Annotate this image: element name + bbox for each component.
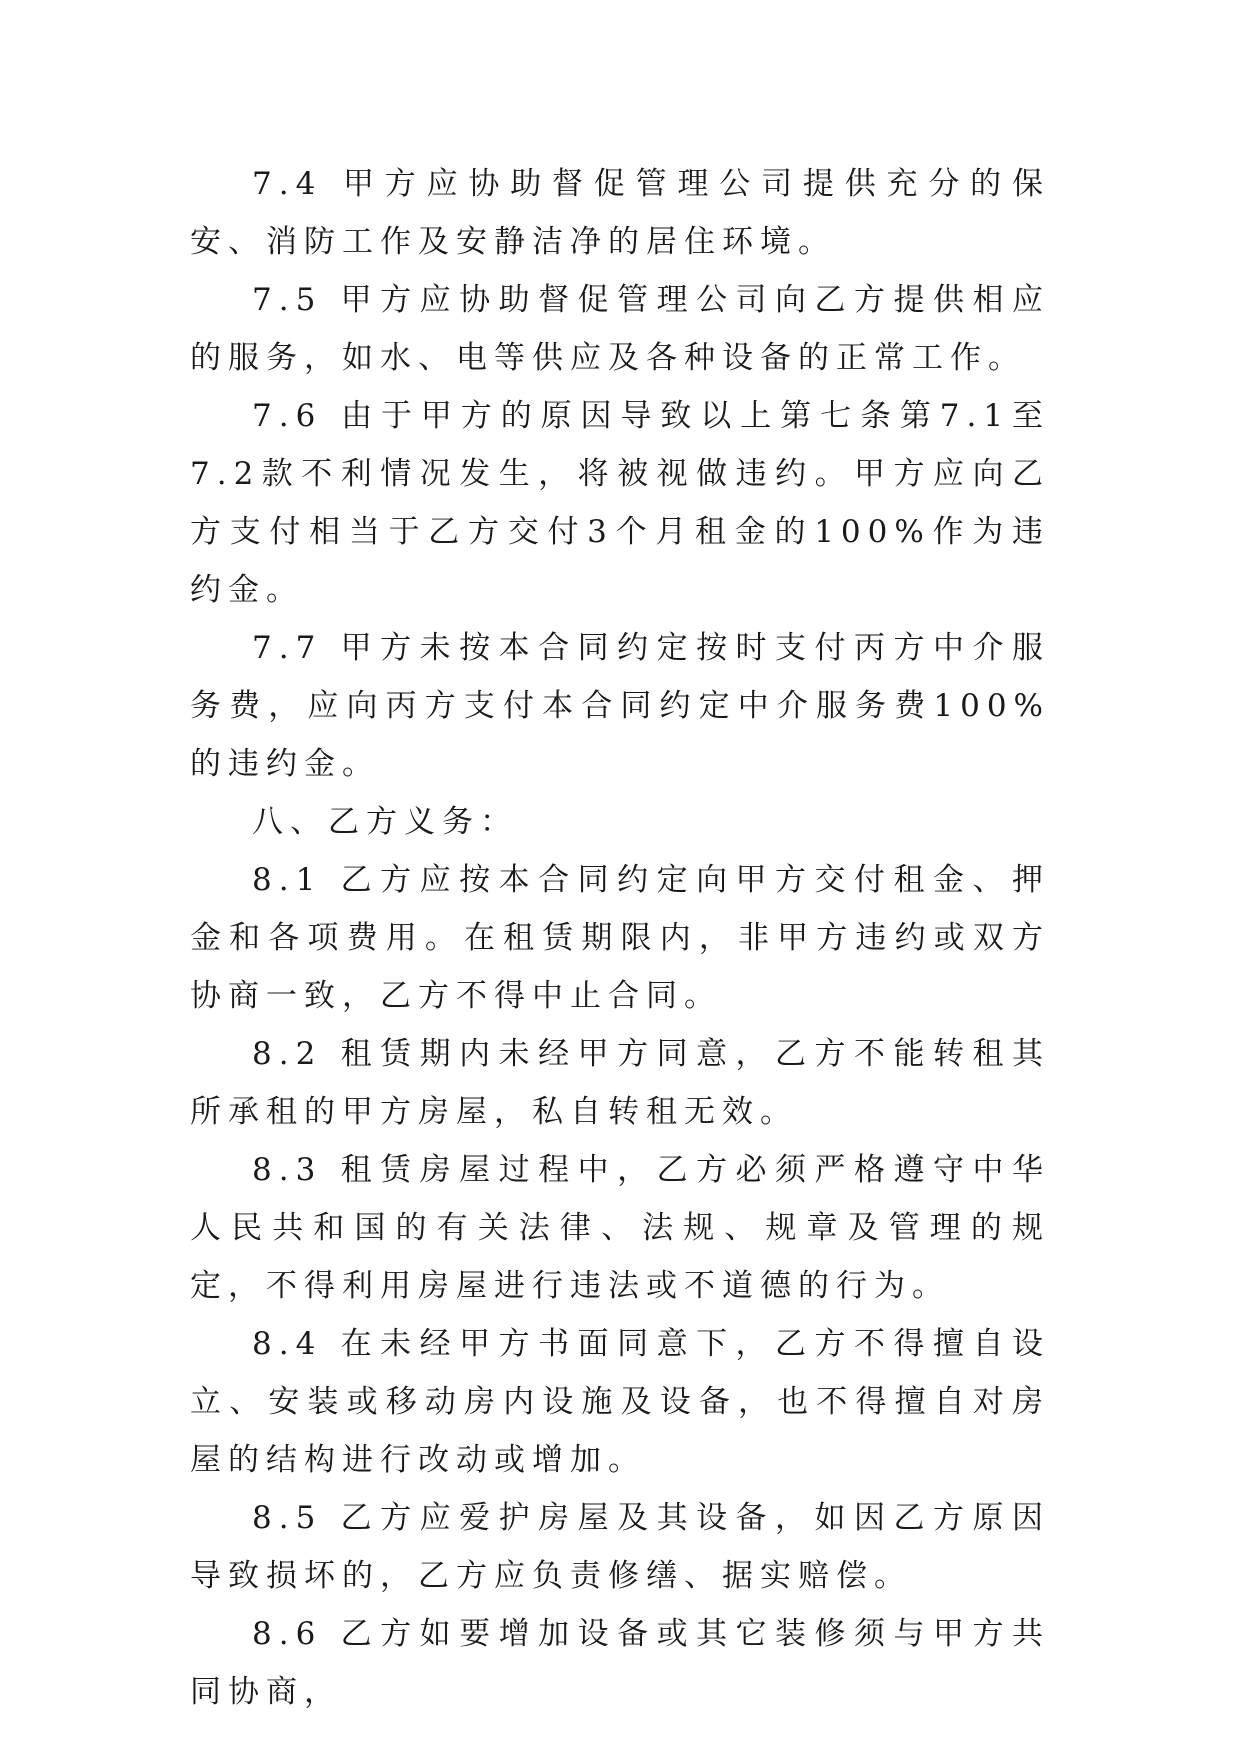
clause-7-5: 7.5 甲方应协助督促管理公司向乙方提供相应的服务，如水、电等供应及各种设备的正常工作。 — [190, 282, 1050, 376]
clause-7-7: 7.7 甲方未按本合同约定按时支付丙方中介服务费，应向丙方支付本合同约定中介服务费100%的违约金。 — [190, 630, 1050, 782]
clause-8-4: 8.4 在未经甲方书面同意下，乙方不得擅自设立、安装或移动房内设施及设备，也不得擅自对房屋的结构进行改动或增加。 — [190, 1326, 1050, 1478]
clause-8-6: 8.6 乙方如要增加设备或其它装修须与甲方共同协商， — [190, 1616, 1050, 1710]
clause-7-6: 7.6 由于甲方的原因导致以上第七条第7.1至7.2款不利情况发生，将被视做违约。甲方应向乙方支付相当于乙方交付3个月租金的100%作为违约金。 — [190, 398, 1050, 608]
document-body — [190, 155, 1050, 1721]
clause-8-5: 8.5 乙方应爱护房屋及其设备，如因乙方原因导致损坏的，乙方应负责修缮、据实赔偿。 — [190, 1500, 1050, 1594]
clause-8-3: 8.3 租赁房屋过程中，乙方必须严格遵守中华人民共和国的有关法律、法规、规章及管理的规定，不得利用房屋进行违法或不道德的行为。 — [190, 1152, 1050, 1304]
clause-7-4: 7.4 甲方应协助督促管理公司提供充分的保安、消防工作及安静洁净的居住环境。 — [190, 166, 1050, 260]
clause-8-2: 8.2 租赁期内未经甲方同意，乙方不能转租其所承租的甲方房屋，私自转租无效。 — [190, 1036, 1050, 1130]
section-heading-party-b-obligations: 八、乙方义务： — [252, 804, 518, 840]
clause-8-1: 8.1 乙方应按本合同约定向甲方交付租金、押金和各项费用。在租赁期限内，非甲方违约或双方协商一致，乙方不得中止合同。 — [190, 862, 1050, 1014]
